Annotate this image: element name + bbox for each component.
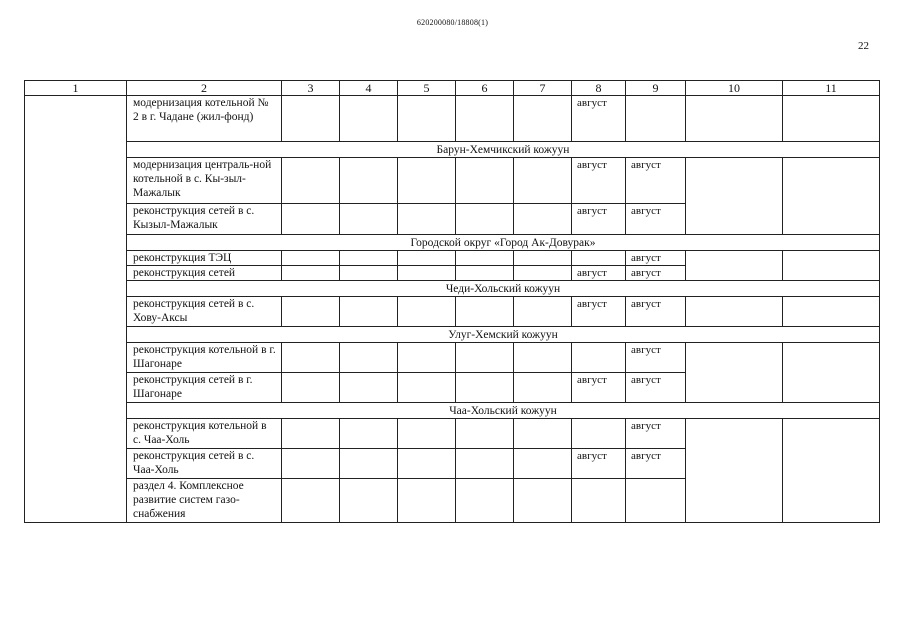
column-header: 5 (398, 81, 456, 96)
month-cell: август (572, 204, 626, 235)
month-cell: август (626, 449, 686, 479)
column-header: 8 (572, 81, 626, 96)
month-cell: август (626, 251, 686, 266)
section-row (25, 281, 880, 297)
table-row (25, 297, 880, 327)
month-cell: август (572, 373, 626, 403)
table-row (25, 251, 880, 266)
column-header: 1 (25, 81, 127, 96)
measure-description: реконструкция котельной в г. Шагонаре (127, 343, 282, 373)
month-cell: август (626, 373, 686, 403)
measure-description: реконструкция сетей (127, 266, 282, 281)
measure-description: модернизация котельной № 2 в г. Чадане (жил-фонд) (127, 96, 282, 142)
section-title: Улуг-Хемский кожуун (127, 327, 880, 343)
section-title: Городской округ «Город Ак-Довурак» (127, 235, 880, 251)
measure-description: реконструкция ТЭЦ (127, 251, 282, 266)
measure-description: реконструкция котельной в с. Чаа-Холь (127, 419, 282, 449)
col1-merged-cell (25, 96, 127, 523)
measure-description: реконструкция сетей в с. Хову-Аксы (127, 297, 282, 327)
month-cell: август (572, 96, 626, 142)
month-cell: август (572, 158, 626, 204)
section-row (25, 327, 880, 343)
month-cell: август (626, 266, 686, 281)
measure-description: реконструкция сетей в г. Шагонаре (127, 373, 282, 403)
section-title: Барун-Хемчикский кожуун (127, 142, 880, 158)
measure-description: реконструкция сетей в с. Чаа-Холь (127, 449, 282, 479)
table-row (25, 96, 880, 142)
month-cell: август (572, 449, 626, 479)
column-header: 4 (340, 81, 398, 96)
section-row (25, 403, 880, 419)
month-cell: август (572, 266, 626, 281)
table-row (25, 158, 880, 204)
section-row (25, 142, 880, 158)
month-cell: август (572, 297, 626, 327)
section-title: Чеди-Хольский кожуун (127, 281, 880, 297)
column-header: 2 (127, 81, 282, 96)
table-row (25, 419, 880, 449)
schedule-table (24, 80, 880, 523)
month-cell: август (626, 343, 686, 373)
column-number-row (25, 81, 880, 96)
page-number: 22 (858, 40, 869, 52)
month-cell: август (626, 204, 686, 235)
month-cell: август (626, 158, 686, 204)
measure-description: модернизация централь-ной котельной в с. Кы-зыл-Мажалык (127, 158, 282, 204)
section-title: Чаа-Хольский кожуун (127, 403, 880, 419)
month-cell: август (626, 419, 686, 449)
section-row (25, 235, 880, 251)
column-header: 7 (514, 81, 572, 96)
measure-description: реконструкция сетей в с. Кызыл-Мажалык (127, 204, 282, 235)
table-row (25, 343, 880, 373)
month-cell: август (626, 297, 686, 327)
column-header: 9 (626, 81, 686, 96)
column-header: 6 (456, 81, 514, 96)
measure-description: раздел 4. Комплексное развитие систем газо-снабжения (127, 479, 282, 523)
column-header: 3 (282, 81, 340, 96)
column-header: 11 (783, 81, 880, 96)
document-id: 620200080/18808(1) (416, 18, 489, 27)
column-header: 10 (686, 81, 783, 96)
